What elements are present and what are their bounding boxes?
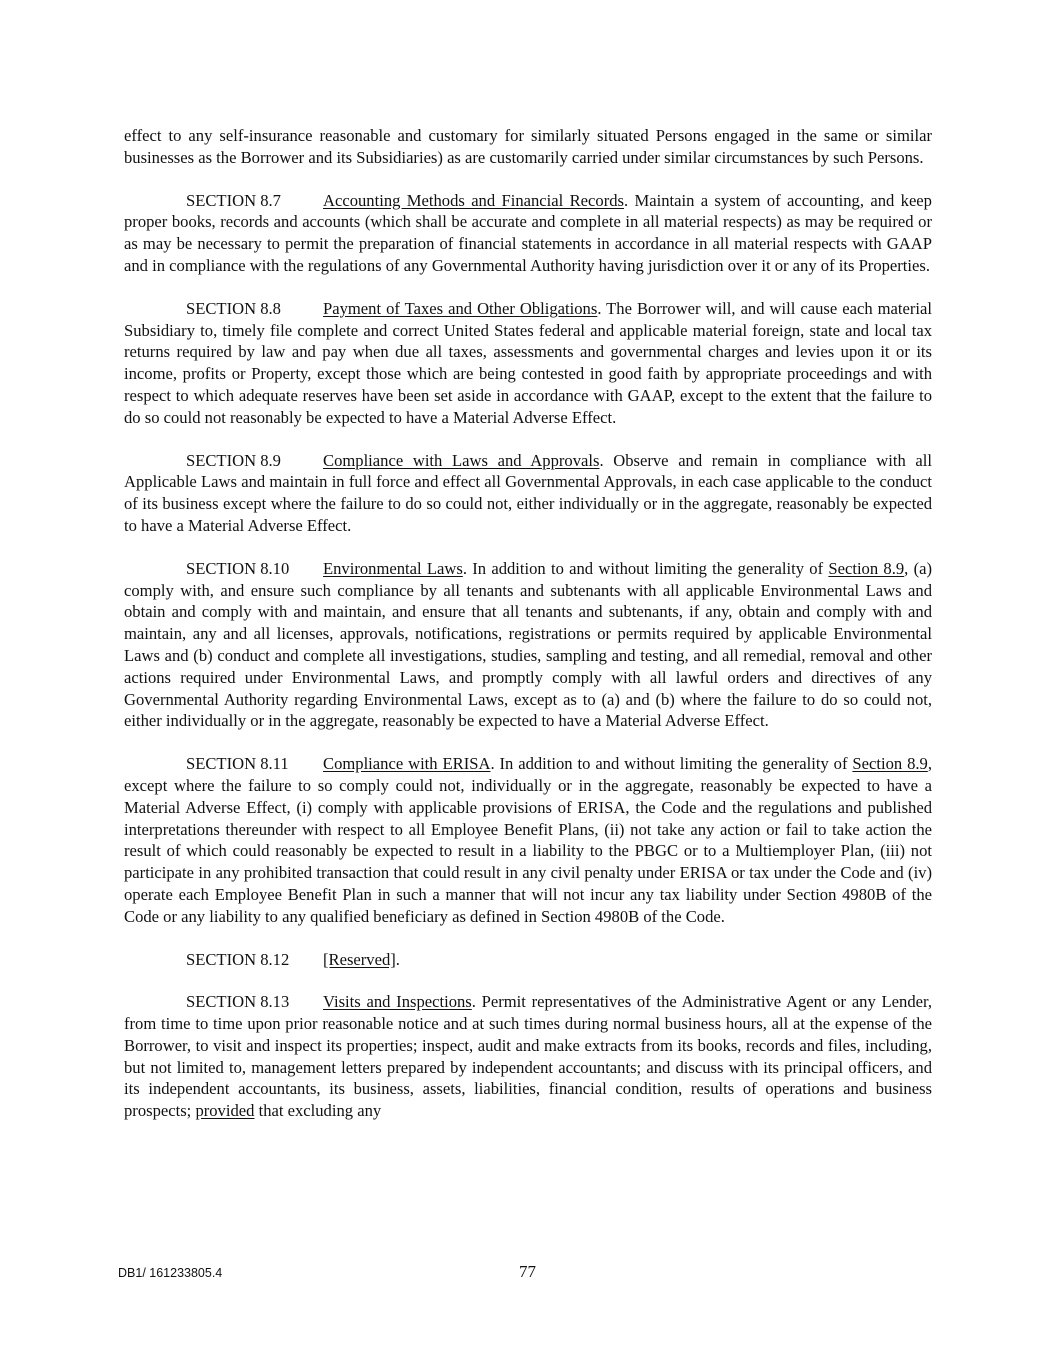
section-number: SECTION 8.11 [186, 754, 289, 774]
section-title: [Reserved] [323, 949, 396, 969]
section-title: Environmental Laws [323, 558, 463, 578]
section-text: . [395, 949, 400, 969]
section-8-8 [124, 298, 932, 429]
document-body [124, 125, 932, 1143]
section-text-continued: , (a) comply with, and ensure such compliance by all tenants and subtenants with all applicable Environmental Laws and obtain and comply with and maintain, and ensure that all tenants and subtenants, if any, obtain and comply with and maintain, any and all licenses, approvals, notifications, registrations or permits required by applicable Environmental Laws and (b) conduct and complete all investigations, studies, sampling and testing, and all remedial, removal and other actions required under Environmental Laws, and promptly comply with all lawful orders and directives of any Governmental Authority regarding Environmental Laws, except as to (a) and (b) where the failure to do so could not, either individually or in the aggregate, reasonably be expected to have a Material Adverse Effect. [124, 558, 932, 731]
section-text: . The Borrower will, and will cause each material Subsidiary to, timely file complete and correct United States federal and applicable material foreign, state and local tax returns required by law and pay when due all taxes, assessments and governmental charges and levies upon it or its income, profits or Property, except those which are being contested in good faith by appropriate proceedings and with respect to which adequate reserves have been set aside in accordance with GAAP, except to the extent that the failure to do so could not reasonably be expected to have a Material Adverse Effect. [124, 298, 932, 427]
intro-text: effect to any self-insurance reasonable and customary for similarly situated Persons engaged in the same or similar businesses as the Borrower and its Subsidiaries) as are customarily carried under similar circumstances by such Persons. [124, 126, 932, 167]
section-text-continued: that excluding any [254, 1101, 382, 1121]
section-8-10 [124, 558, 932, 732]
section-8-12 [124, 949, 932, 971]
section-text: . Maintain a system of accounting, and keep proper books, records and accounts (which shall be accurate and complete in all material respects) as may be required or as may be necessary to permit the preparation of financial statements in accordance in all material respects with GAAP and in compliance with the regulations of any Governmental Authority having jurisdiction over it or any of its Properties. [124, 190, 932, 275]
section-title: Compliance with ERISA [323, 754, 491, 774]
document-id: DB1/ 161233805.4 [118, 1266, 223, 1280]
section-8-11 [124, 753, 932, 927]
section-title: Compliance with Laws and Approvals [323, 450, 600, 470]
section-number: SECTION 8.8 [186, 298, 281, 318]
intro-paragraph [124, 125, 932, 169]
section-text-continued: , except where the failure to so comply could not, individually or in the aggregate, reasonably be expected to have a Material Adverse Effect, (i) comply with applicable provisions of ERISA, the Code and the regulations and published interpretations thereunder with respect to all Employee Benefit Plans, (ii) not take any action or fail to take action the result of which could reasonably be expected to result in a liability to the PBGC or to a Multiemployer Plan, (iii) not participate in any prohibited transaction that could result in any civil penalty under ERISA or tax under the Code and (iv) operate each Employee Benefit Plan in such a manner that will not incur any tax liability under Section 4980B of the Code or any liability to any qualified beneficiary as defined in Section 4980B of the Code. [124, 754, 932, 926]
section-cross-reference: Section 8.9 [852, 754, 928, 774]
section-title: Payment of Taxes and Other Obligations [323, 298, 598, 318]
section-text: . In addition to and without limiting the generality of [490, 754, 853, 774]
section-text: . In addition to and without limiting the generality of [462, 558, 829, 578]
section-number: SECTION 8.9 [186, 450, 281, 470]
provided-term: provided [195, 1101, 255, 1121]
section-text: . Permit representatives of the Administrative Agent or any Lender, from time to time upon prior reasonable notice and at such times during normal business hours, all at the expense of the Borrower, to visit and inspect its properties; inspect, audit and make extracts from its books, records and files, including, but not limited to, management letters prepared by independent accountants; and discuss with its principal officers, and its independent accountants, its business, assets, liabilities, financial condition, results of operations and business prospects; [124, 992, 932, 1121]
section-number: SECTION 8.7 [186, 190, 281, 210]
section-cross-reference: Section 8.9 [828, 558, 905, 578]
section-number: SECTION 8.13 [186, 992, 290, 1012]
section-title: Accounting Methods and Financial Records [323, 190, 624, 210]
section-number: SECTION 8.10 [186, 558, 290, 578]
section-8-9 [124, 450, 932, 537]
section-8-13 [124, 991, 932, 1122]
page-number: 77 [519, 1262, 536, 1281]
section-8-7 [124, 190, 932, 277]
section-title: Visits and Inspections [323, 992, 472, 1012]
section-text: . Observe and remain in compliance with all Applicable Laws and maintain in full force and effect all Governmental Approvals, in each case applicable to the conduct of its business except where the failure to do so could not, either individually or in the aggregate, reasonably be expected to have a Material Adverse Effect. [124, 450, 932, 535]
section-number: SECTION 8.12 [186, 949, 290, 969]
